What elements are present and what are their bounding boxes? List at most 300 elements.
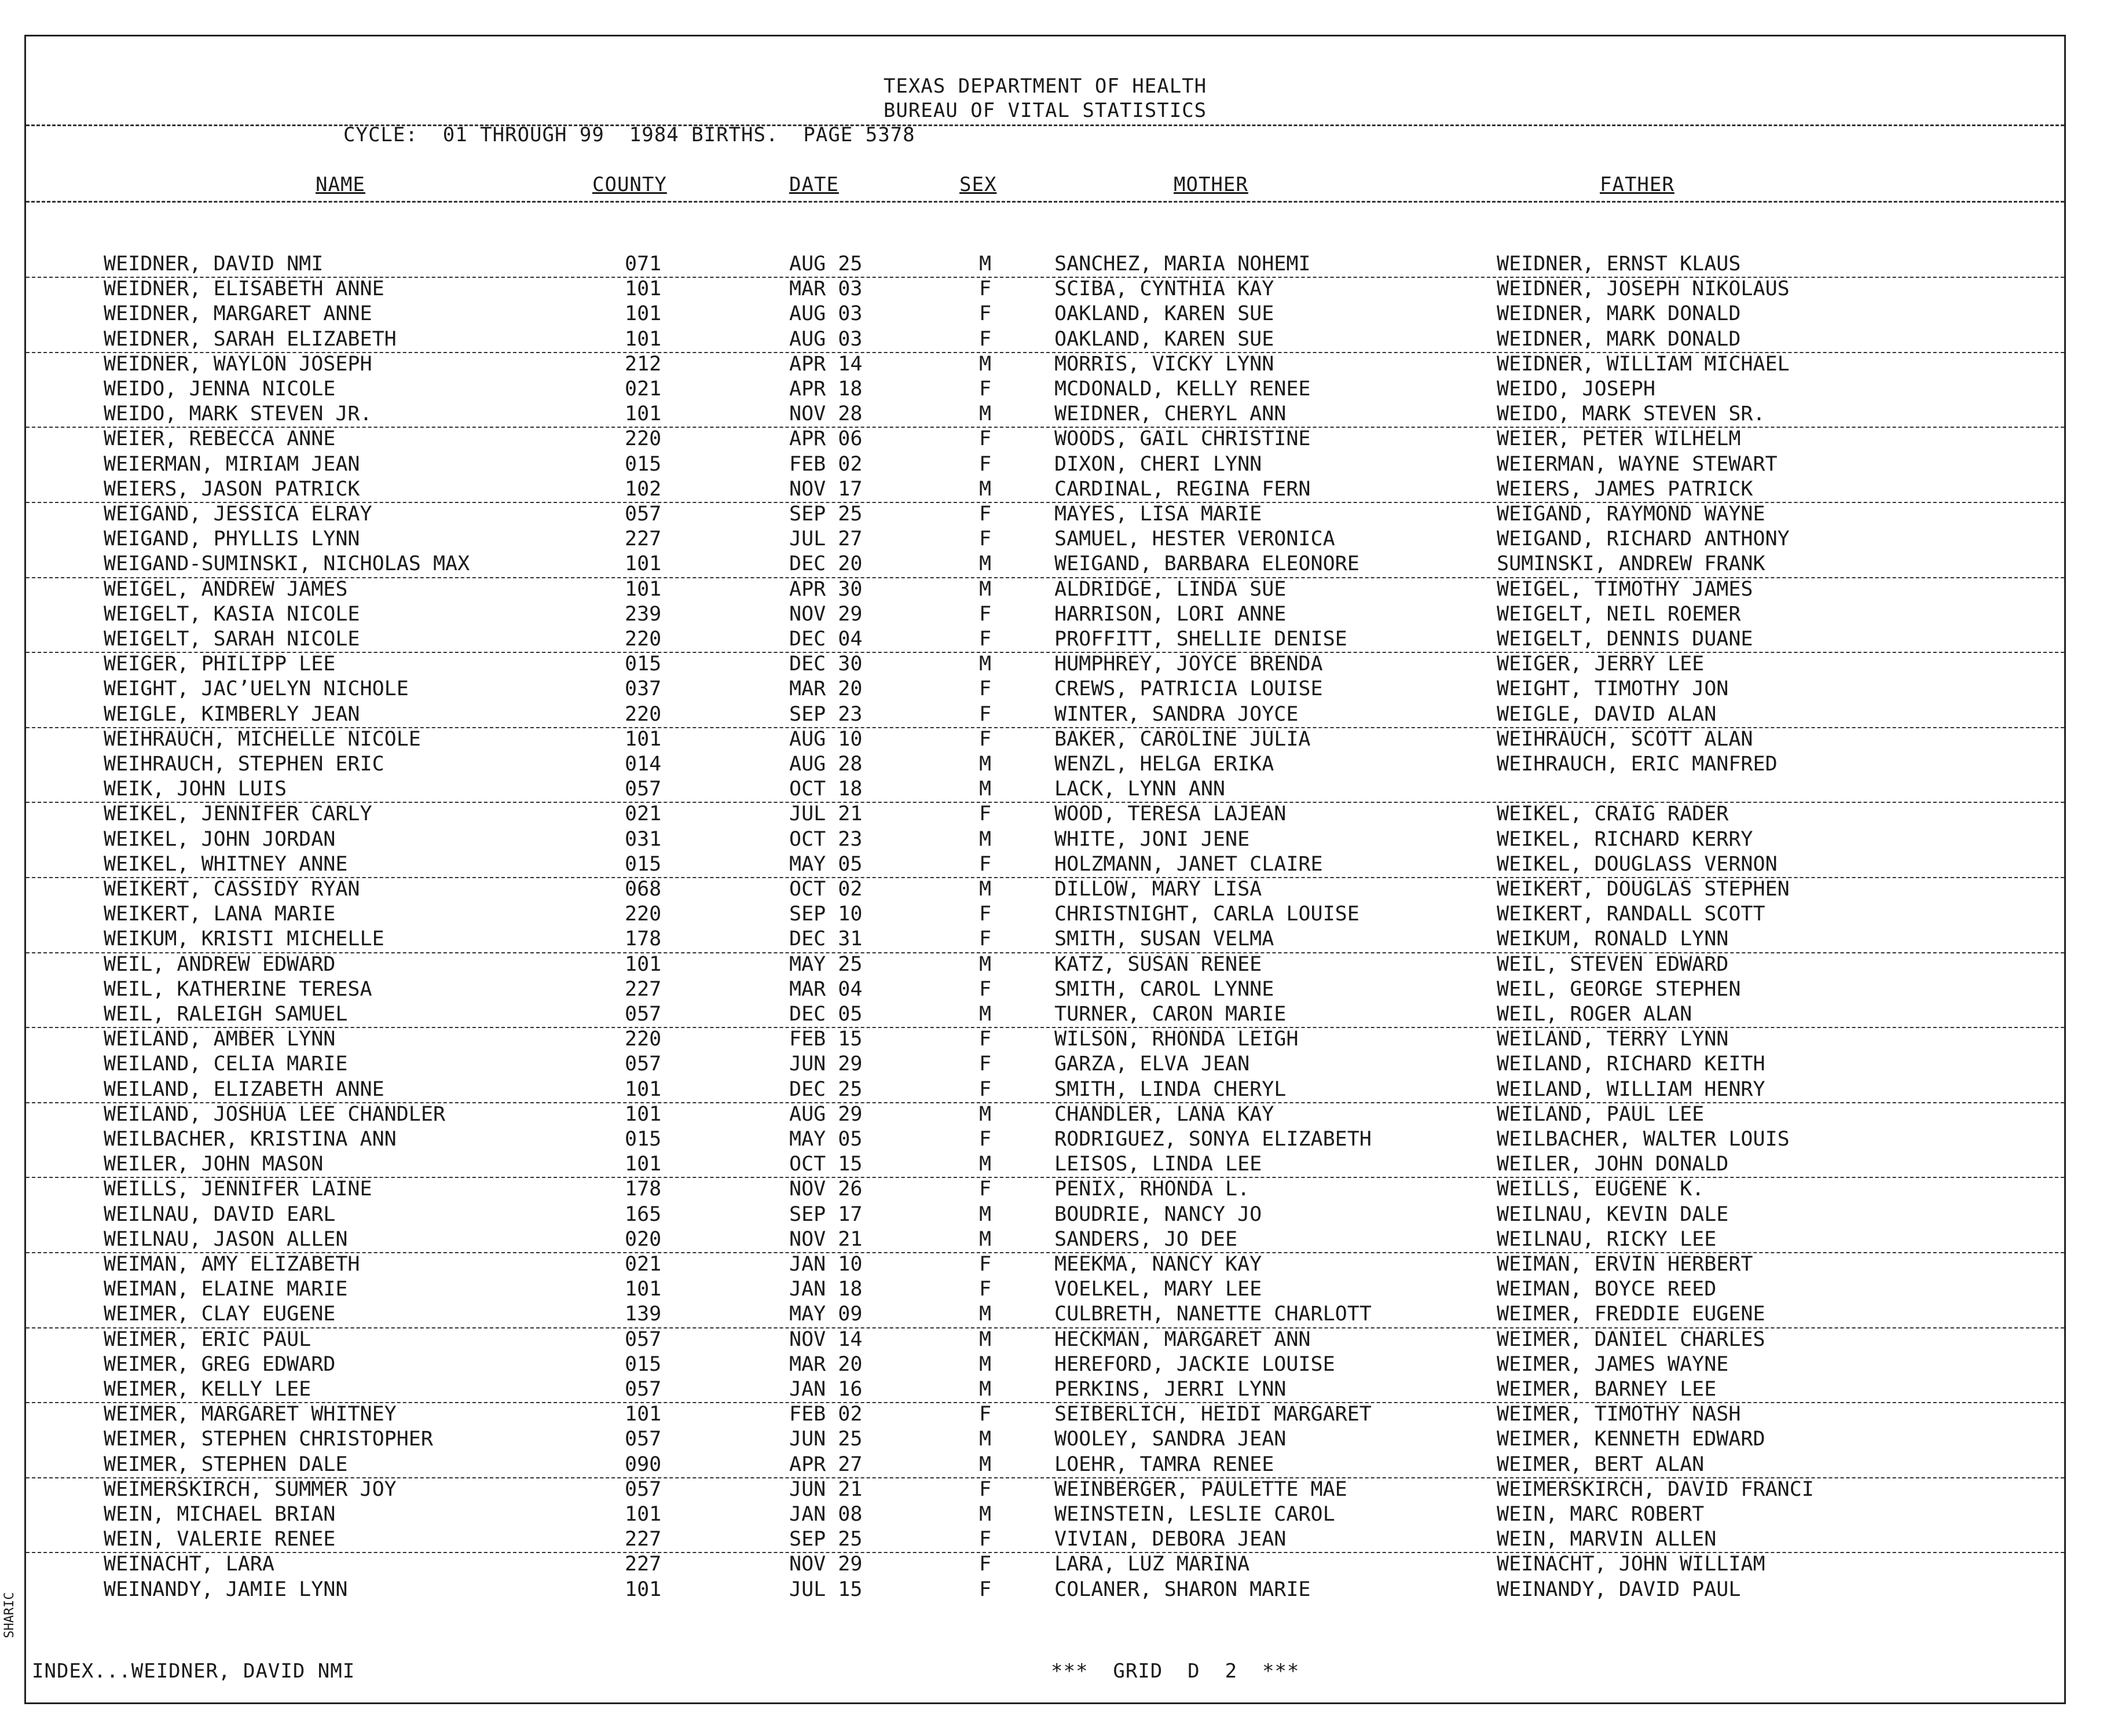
birth-date: MAY 25: [789, 952, 863, 976]
table-row: [26, 777, 2064, 803]
mother-name: LEISOS, LINDA LEE: [1054, 1153, 1262, 1176]
child-name: WEIN, VALERIE RENEE: [104, 1528, 336, 1551]
child-name: WEIKEL, JOHN JORDAN: [104, 827, 336, 851]
table-row: [26, 977, 2064, 1002]
county-code: 227: [625, 1553, 662, 1576]
birth-date: JUL 27: [789, 527, 863, 551]
mother-name: CARDINAL, REGINA FERN: [1054, 477, 1311, 501]
sex: F: [979, 1128, 992, 1151]
sex: M: [979, 1352, 992, 1376]
table-row: [26, 1577, 2064, 1602]
father-name: WEIMER, BERT ALAN: [1497, 1452, 1705, 1476]
mother-name: VIVIAN, DEBORA JEAN: [1054, 1528, 1287, 1551]
mother-name: CHANDLER, LANA KAY: [1054, 1102, 1274, 1126]
child-name: WEIGHT, JAC’UELYN NICHOLE: [104, 677, 409, 701]
col-sex: SEX: [959, 173, 997, 196]
table-row: [26, 402, 2064, 428]
county-code: 090: [625, 1452, 662, 1476]
mother-name: DILLOW, MARY LISA: [1054, 878, 1262, 901]
birth-date: AUG 29: [789, 1102, 863, 1126]
child-name: WEIER, REBECCA ANNE: [104, 427, 336, 451]
mother-name: WINTER, SANDRA JOYCE: [1054, 702, 1299, 726]
mother-name: ALDRIDGE, LINDA SUE: [1054, 577, 1287, 601]
sex: F: [979, 377, 992, 401]
mother-name: WENZL, HELGA ERIKA: [1054, 753, 1274, 776]
sex: F: [979, 1403, 992, 1426]
birth-date: OCT 23: [789, 827, 863, 851]
col-date: DATE: [789, 173, 839, 196]
table-row: [26, 1102, 2064, 1127]
sex: F: [979, 677, 992, 701]
child-name: WEIDNER, MARGARET ANNE: [104, 302, 372, 326]
child-name: WEILAND, AMBER LYNN: [104, 1027, 336, 1051]
sex: M: [979, 1327, 992, 1351]
birth-date: JUN 25: [789, 1427, 863, 1451]
birth-date: MAR 03: [789, 277, 863, 301]
child-name: WEILAND, ELIZABETH ANNE: [104, 1077, 384, 1101]
mother-name: SAMUEL, HESTER VERONICA: [1054, 527, 1335, 551]
sex: M: [979, 1202, 992, 1226]
table-row: [26, 1277, 2064, 1302]
birth-date: NOV 14: [789, 1327, 863, 1351]
mother-name: COLANER, SHARON MARIE: [1054, 1577, 1311, 1601]
county-code: 101: [625, 1278, 662, 1301]
child-name: WEIDNER, DAVID NMI: [104, 252, 324, 276]
mother-name: SANDERS, JO DEE: [1054, 1227, 1238, 1251]
mother-name: SMITH, CAROL LYNNE: [1054, 977, 1274, 1001]
table-row: [26, 527, 2064, 552]
mother-name: WHITE, JONI JENE: [1054, 827, 1250, 851]
mother-name: WILSON, RHONDA LEIGH: [1054, 1027, 1299, 1051]
county-code: 071: [625, 252, 662, 276]
mother-name: MEEKMA, NANCY KAY: [1054, 1253, 1262, 1276]
birth-date: APR 14: [789, 352, 863, 376]
father-name: WEILER, JOHN DONALD: [1497, 1153, 1729, 1176]
sex: F: [979, 802, 992, 826]
county-code: 015: [625, 1128, 662, 1151]
father-name: WEIL, STEVEN EDWARD: [1497, 952, 1729, 976]
county-code: 101: [625, 577, 662, 601]
table-row: [26, 927, 2064, 953]
child-name: WEIMER, STEPHEN CHRISTOPHER: [104, 1427, 433, 1451]
child-name: WEIGAND, JESSICA ELRAY: [104, 502, 372, 526]
table-row: [26, 1527, 2064, 1553]
mother-name: PERKINS, JERRI LYNN: [1054, 1378, 1287, 1401]
father-name: WEIDO, JOSEPH: [1497, 377, 1655, 401]
father-name: WEIKUM, RONALD LYNN: [1497, 927, 1729, 951]
table-row: [26, 1227, 2064, 1253]
table-row: [26, 952, 2064, 977]
mother-name: DIXON, CHERI LYNN: [1054, 452, 1262, 476]
father-name: WEINANDY, DAVID PAUL: [1497, 1577, 1741, 1601]
father-name: WEIMAN, ERVIN HERBERT: [1497, 1253, 1753, 1276]
sex: M: [979, 252, 992, 276]
cycle-line: CYCLE: 01 THROUGH 99 1984 BIRTHS. PAGE 5378: [343, 123, 915, 146]
table-row: [26, 1477, 2064, 1502]
birth-date: MAY 09: [789, 1302, 863, 1326]
birth-date: MAY 05: [789, 852, 863, 876]
birth-date: APR 18: [789, 377, 863, 401]
birth-date: JAN 18: [789, 1278, 863, 1301]
child-name: WEIGEL, ANDREW JAMES: [104, 577, 348, 601]
sex: F: [979, 1077, 992, 1101]
birth-date: AUG 28: [789, 753, 863, 776]
table-row: [26, 677, 2064, 702]
father-name: WEIKEL, RICHARD KERRY: [1497, 827, 1753, 851]
birth-date: DEC 25: [789, 1077, 863, 1101]
birth-date: OCT 15: [789, 1153, 863, 1176]
county-code: 015: [625, 452, 662, 476]
child-name: WEILAND, JOSHUA LEE CHANDLER: [104, 1102, 446, 1126]
sex: F: [979, 427, 992, 451]
father-name: WEIDNER, MARK DONALD: [1497, 327, 1741, 351]
father-name: WEILLS, EUGENE K.: [1497, 1177, 1705, 1201]
birth-date: DEC 20: [789, 552, 863, 576]
table-row: [26, 627, 2064, 653]
sex: M: [979, 1302, 992, 1326]
father-name: WEIDNER, ERNST KLAUS: [1497, 252, 1741, 276]
birth-date: NOV 26: [789, 1177, 863, 1201]
child-name: WEIGAND, PHYLLIS LYNN: [104, 527, 360, 551]
sex: F: [979, 277, 992, 301]
birth-date: AUG 25: [789, 252, 863, 276]
child-name: WEINACHT, LARA: [104, 1553, 275, 1576]
child-name: WEIMER, STEPHEN DALE: [104, 1452, 348, 1476]
county-code: 057: [625, 1052, 662, 1076]
table-row: [26, 377, 2064, 402]
county-code: 057: [625, 1003, 662, 1026]
table-row: [26, 277, 2064, 302]
bureau-title: BUREAU OF VITAL STATISTICS: [883, 99, 1207, 122]
sex: M: [979, 1227, 992, 1251]
father-name: WEIGAND, RICHARD ANTHONY: [1497, 527, 1790, 551]
child-name: WEIKERT, CASSIDY RYAN: [104, 878, 360, 901]
sex: M: [979, 1003, 992, 1026]
table-row: [26, 1302, 2064, 1328]
county-code: 015: [625, 652, 662, 676]
father-name: WEIGLE, DAVID ALAN: [1497, 702, 1717, 726]
child-name: WEIERS, JASON PATRICK: [104, 477, 360, 501]
father-name: WEILNAU, RICKY LEE: [1497, 1227, 1717, 1251]
county-code: 068: [625, 878, 662, 901]
father-name: WEIL, ROGER ALAN: [1497, 1003, 1692, 1026]
father-name: WEIDNER, WILLIAM MICHAEL: [1497, 352, 1790, 376]
mother-name: RODRIGUEZ, SONYA ELIZABETH: [1054, 1128, 1372, 1151]
county-code: 178: [625, 927, 662, 951]
child-name: WEIMER, MARGARET WHITNEY: [104, 1403, 397, 1426]
birth-date: SEP 17: [789, 1202, 863, 1226]
birth-date: FEB 02: [789, 452, 863, 476]
table-row: [26, 477, 2064, 503]
father-name: WEIHRAUCH, ERIC MANFRED: [1497, 753, 1778, 776]
county-code: 101: [625, 277, 662, 301]
sex: F: [979, 1027, 992, 1051]
sex: F: [979, 327, 992, 351]
sex: F: [979, 1553, 992, 1576]
birth-date: JUN 29: [789, 1052, 863, 1076]
mother-name: WOODS, GAIL CHRISTINE: [1054, 427, 1311, 451]
child-name: WEILAND, CELIA MARIE: [104, 1052, 348, 1076]
father-name: WEIMER, TIMOTHY NASH: [1497, 1403, 1741, 1426]
child-name: WEILNAU, JASON ALLEN: [104, 1227, 348, 1251]
sex: M: [979, 577, 992, 601]
child-name: WEIL, ANDREW EDWARD: [104, 952, 336, 976]
table-row: [26, 1377, 2064, 1403]
sex: F: [979, 627, 992, 651]
table-row: [26, 877, 2064, 902]
table-row: [26, 302, 2064, 326]
col-name: NAME: [316, 173, 365, 196]
sex: F: [979, 727, 992, 751]
father-name: WEIDNER, JOSEPH NIKOLAUS: [1497, 277, 1790, 301]
sex: M: [979, 1102, 992, 1126]
mother-name: HEREFORD, JACKIE LOUISE: [1054, 1352, 1335, 1376]
sex: M: [979, 1452, 992, 1476]
sex: F: [979, 1177, 992, 1201]
footer-index: INDEX...WEIDNER, DAVID NMI: [32, 1660, 356, 1683]
father-name: WEIER, PETER WILHELM: [1497, 427, 1741, 451]
child-name: WEIL, RALEIGH SAMUEL: [104, 1003, 348, 1026]
table-row: [26, 252, 2064, 278]
father-name: WEIMER, FREDDIE EUGENE: [1497, 1302, 1765, 1326]
table-row: [26, 1127, 2064, 1152]
county-code: 165: [625, 1202, 662, 1226]
birth-date: APR 30: [789, 577, 863, 601]
birth-date: MAR 04: [789, 977, 863, 1001]
birth-date: AUG 03: [789, 302, 863, 326]
child-name: WEIMERSKIRCH, SUMMER JOY: [104, 1477, 397, 1501]
county-code: 101: [625, 727, 662, 751]
mother-name: SCIBA, CYNTHIA KAY: [1054, 277, 1274, 301]
mother-name: MAYES, LISA MARIE: [1054, 502, 1262, 526]
child-name: WEIMER, CLAY EUGENE: [104, 1302, 336, 1326]
table-row: [26, 1502, 2064, 1527]
mother-name: PENIX, RHONDA L.: [1054, 1177, 1250, 1201]
birth-date: DEC 30: [789, 652, 863, 676]
father-name: WEIDNER, MARK DONALD: [1497, 302, 1741, 326]
birth-date: FEB 02: [789, 1403, 863, 1426]
sex: F: [979, 902, 992, 926]
birth-date: APR 06: [789, 427, 863, 451]
father-name: WEIL, GEORGE STEPHEN: [1497, 977, 1741, 1001]
birth-date: JAN 16: [789, 1378, 863, 1401]
table-row: [26, 852, 2064, 878]
birth-date: OCT 02: [789, 878, 863, 901]
county-code: 101: [625, 1102, 662, 1126]
sex: M: [979, 1378, 992, 1401]
father-name: SUMINSKI, ANDREW FRANK: [1497, 552, 1765, 576]
county-code: 220: [625, 1027, 662, 1051]
county-code: 057: [625, 1427, 662, 1451]
birth-date: AUG 10: [789, 727, 863, 751]
child-name: WEILBACHER, KRISTINA ANN: [104, 1128, 397, 1151]
county-code: 015: [625, 1352, 662, 1376]
child-name: WEILNAU, DAVID EARL: [104, 1202, 336, 1226]
birth-date: NOV 29: [789, 602, 863, 626]
sex: F: [979, 1477, 992, 1501]
birth-date: NOV 17: [789, 477, 863, 501]
table-row: [26, 1177, 2064, 1202]
birth-date: NOV 28: [789, 402, 863, 426]
sex: M: [979, 753, 992, 776]
child-name: WEIGELT, SARAH NICOLE: [104, 627, 360, 651]
county-code: 057: [625, 502, 662, 526]
header-rule: [26, 124, 2064, 126]
sex: F: [979, 1278, 992, 1301]
father-name: WEINACHT, JOHN WILLIAM: [1497, 1553, 1765, 1576]
county-code: 178: [625, 1177, 662, 1201]
mother-name: LOEHR, TAMRA RENEE: [1054, 1452, 1274, 1476]
county-code: 220: [625, 702, 662, 726]
father-name: WEILAND, RICHARD KEITH: [1497, 1052, 1765, 1076]
mother-name: CREWS, PATRICIA LOUISE: [1054, 677, 1323, 701]
mother-name: BAKER, CAROLINE JULIA: [1054, 727, 1311, 751]
sex: M: [979, 827, 992, 851]
birth-date: APR 27: [789, 1452, 863, 1476]
sex: M: [979, 352, 992, 376]
mother-name: HARRISON, LORI ANNE: [1054, 602, 1287, 626]
birth-index-sheet: [24, 35, 2066, 1704]
mother-name: GARZA, ELVA JEAN: [1054, 1052, 1250, 1076]
mother-name: WEIDNER, CHERYL ANN: [1054, 402, 1287, 426]
birth-date: MAR 20: [789, 1352, 863, 1376]
county-code: 021: [625, 1253, 662, 1276]
table-row: [26, 1027, 2064, 1052]
child-name: WEIERMAN, MIRIAM JEAN: [104, 452, 360, 476]
county-code: 101: [625, 1077, 662, 1101]
county-code: 220: [625, 427, 662, 451]
child-name: WEIL, KATHERINE TERESA: [104, 977, 372, 1001]
mother-name: SMITH, LINDA CHERYL: [1054, 1077, 1287, 1101]
county-code: 101: [625, 402, 662, 426]
birth-date: JUL 21: [789, 802, 863, 826]
birth-date: SEP 23: [789, 702, 863, 726]
birth-date: NOV 29: [789, 1553, 863, 1576]
mother-name: WOOLEY, SANDRA JEAN: [1054, 1427, 1287, 1451]
table-row: [26, 1352, 2064, 1377]
mother-name: VOELKEL, MARY LEE: [1054, 1278, 1262, 1301]
mother-name: KATZ, SUSAN RENEE: [1054, 952, 1262, 976]
sex: F: [979, 1052, 992, 1076]
table-row: [26, 802, 2064, 827]
col-mother: MOTHER: [1174, 173, 1248, 196]
county-code: 057: [625, 777, 662, 801]
footer-grid: *** GRID D 2 ***: [1051, 1660, 1300, 1683]
col-county: COUNTY: [592, 173, 667, 196]
table-row: [26, 502, 2064, 527]
birth-date: DEC 05: [789, 1003, 863, 1026]
table-row: [26, 1427, 2064, 1452]
mother-name: MCDONALD, KELLY RENEE: [1054, 377, 1311, 401]
county-code: 015: [625, 852, 662, 876]
sex: F: [979, 1528, 992, 1551]
mother-name: HUMPHREY, JOYCE BRENDA: [1054, 652, 1323, 676]
mother-name: CHRISTNIGHT, CARLA LOUISE: [1054, 902, 1360, 926]
mother-name: WEINSTEIN, LESLIE CAROL: [1054, 1503, 1335, 1526]
agency-title: TEXAS DEPARTMENT OF HEALTH: [883, 75, 1207, 98]
child-name: WEIMER, KELLY LEE: [104, 1378, 312, 1401]
sex: M: [979, 1503, 992, 1526]
birth-date: AUG 03: [789, 327, 863, 351]
father-name: WEIHRAUCH, SCOTT ALAN: [1497, 727, 1753, 751]
county-code: 020: [625, 1227, 662, 1251]
child-name: WEINANDY, JAMIE LYNN: [104, 1577, 348, 1601]
child-name: WEIKUM, KRISTI MICHELLE: [104, 927, 384, 951]
column-rule: [26, 201, 2064, 203]
table-row: [26, 352, 2064, 377]
table-row: [26, 752, 2064, 777]
county-code: 031: [625, 827, 662, 851]
mother-name: OAKLAND, KAREN SUE: [1054, 302, 1274, 326]
sex: M: [979, 1427, 992, 1451]
child-name: WEIDO, MARK STEVEN JR.: [104, 402, 372, 426]
mother-name: WEINBERGER, PAULETTE MAE: [1054, 1477, 1347, 1501]
county-code: 102: [625, 477, 662, 501]
county-code: 239: [625, 602, 662, 626]
father-name: WEIN, MARVIN ALLEN: [1497, 1528, 1717, 1551]
sex: M: [979, 552, 992, 576]
father-name: WEIMER, BARNEY LEE: [1497, 1378, 1717, 1401]
county-code: 227: [625, 977, 662, 1001]
sex: F: [979, 702, 992, 726]
birth-date: OCT 18: [789, 777, 863, 801]
child-name: WEIKERT, LANA MARIE: [104, 902, 336, 926]
mother-name: CULBRETH, NANETTE CHARLOTT: [1054, 1302, 1372, 1326]
father-name: WEILBACHER, WALTER LOUIS: [1497, 1128, 1790, 1151]
child-name: WEIGELT, KASIA NICOLE: [104, 602, 360, 626]
father-name: WEIGAND, RAYMOND WAYNE: [1497, 502, 1765, 526]
table-row: [26, 902, 2064, 927]
sex: F: [979, 527, 992, 551]
table-row: [26, 1052, 2064, 1077]
birth-date: DEC 31: [789, 927, 863, 951]
table-row: [26, 427, 2064, 452]
table-row: [26, 1327, 2064, 1352]
birth-date: SEP 25: [789, 502, 863, 526]
birth-date: FEB 15: [789, 1027, 863, 1051]
table-row: [26, 577, 2064, 602]
sex: F: [979, 602, 992, 626]
mother-name: SMITH, SUSAN VELMA: [1054, 927, 1274, 951]
father-name: WEILNAU, KEVIN DALE: [1497, 1202, 1729, 1226]
sex: F: [979, 302, 992, 326]
birth-date: JAN 10: [789, 1253, 863, 1276]
mother-name: WEIGAND, BARBARA ELEONORE: [1054, 552, 1360, 576]
child-name: WEILER, JOHN MASON: [104, 1153, 324, 1176]
child-name: WEIDNER, SARAH ELIZABETH: [104, 327, 397, 351]
father-name: WEIGER, JERRY LEE: [1497, 652, 1705, 676]
father-name: WEIMER, JAMES WAYNE: [1497, 1352, 1729, 1376]
table-row: [26, 1002, 2064, 1028]
county-code: 101: [625, 1577, 662, 1601]
sex: F: [979, 852, 992, 876]
table-row: [26, 1552, 2064, 1577]
birth-date: SEP 10: [789, 902, 863, 926]
county-code: 101: [625, 952, 662, 976]
father-name: WEIKERT, RANDALL SCOTT: [1497, 902, 1765, 926]
county-code: 057: [625, 1477, 662, 1501]
child-name: WEIGER, PHILIPP LEE: [104, 652, 336, 676]
table-row: [26, 652, 2064, 677]
mother-name: OAKLAND, KAREN SUE: [1054, 327, 1274, 351]
table-row: [26, 1152, 2064, 1178]
child-name: WEIK, JOHN LUIS: [104, 777, 287, 801]
sex: F: [979, 502, 992, 526]
table-row: [26, 1402, 2064, 1427]
sex: F: [979, 1577, 992, 1601]
father-name: WEIGHT, TIMOTHY JON: [1497, 677, 1729, 701]
mother-name: HECKMAN, MARGARET ANN: [1054, 1327, 1311, 1351]
